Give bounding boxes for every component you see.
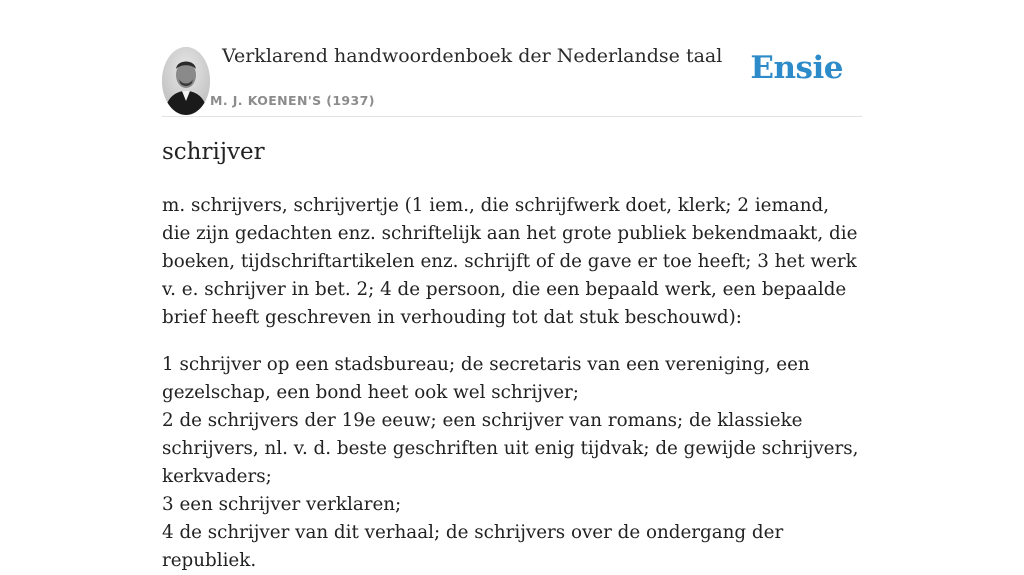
example-line: 1 schrijver op een stadsbureau; de secretaris van een vereniging, een gezelschap, een bond heet ook wel schrijver; [162, 354, 810, 403]
header [162, 0, 862, 117]
author-label: M. J. KOENEN'S (1937) [210, 93, 375, 108]
book-title: Verklarend handwoordenboek der Nederlandse taal [222, 45, 723, 67]
example-line: 3 een schrijver verklaren; [162, 494, 402, 515]
examples-list [162, 351, 862, 575]
example-line: 2 de schrijvers der 19e eeuw; een schrijver van romans; de klassieke schrijvers, nl. v. d. beste geschriften uit enig tijdvak; de gewijde schrijvers, kerkvaders; [162, 410, 859, 487]
headword: schrijver [162, 139, 265, 165]
ensie-logo-link[interactable]: Ensie [750, 50, 843, 86]
page [162, 0, 862, 571]
definition-text: m. schrijvers, schrijvertje (1 iem., die schrijfwerk doet, klerk; 2 iemand, die zijn gedachten enz. schriftelijk aan het grote publiek bekendmaakt, die boeken, tijdschriftartikelen enz. schrijft of de gave er toe heeft; 3 het werk v. e. schrijver in bet. 2; 4 de persoon, die een bepaald werk, een bepaalde brief heeft geschreven in verhouding tot dat stuk beschouwd): [162, 195, 858, 328]
author-portrait [162, 47, 210, 115]
example-line: 4 de schrijver van dit verhaal; de schrijvers over de ondergang der republiek. [162, 522, 784, 571]
